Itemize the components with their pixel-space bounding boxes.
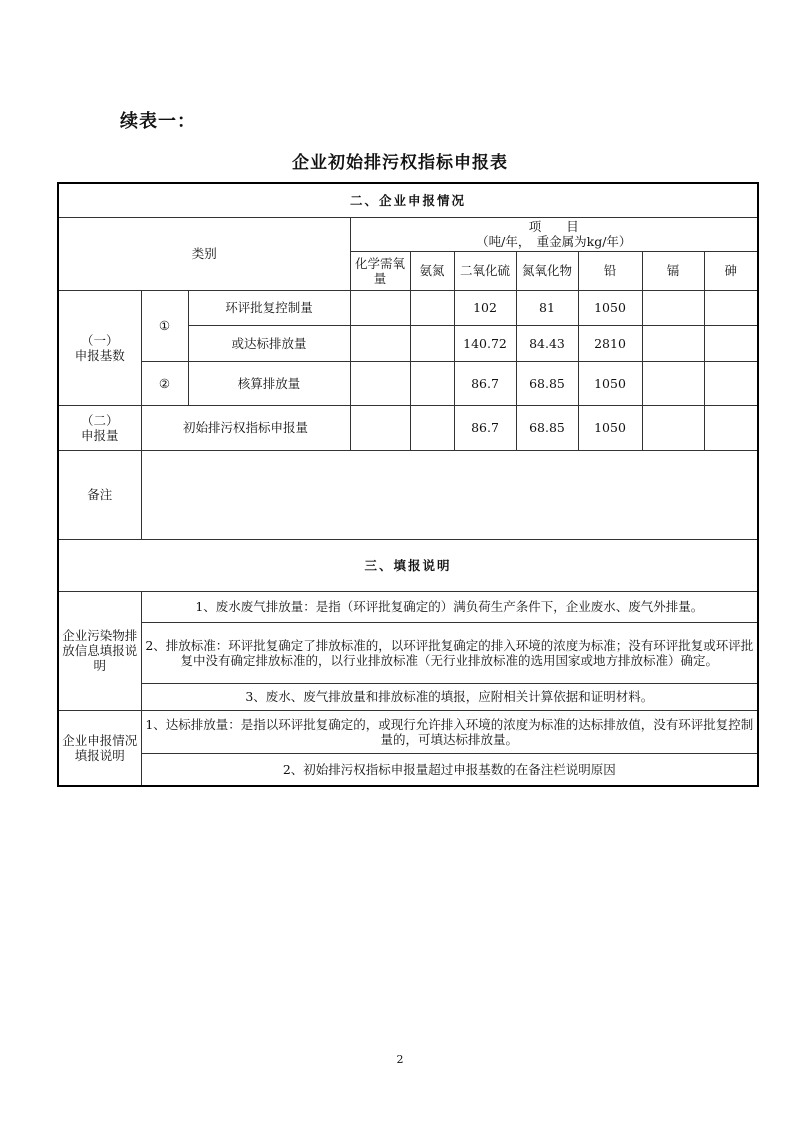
cell: 102 <box>454 290 516 325</box>
cell: 1050 <box>578 290 642 325</box>
cell: 1050 <box>578 361 642 405</box>
col-cod: 化学需氧量 <box>350 251 410 290</box>
col-nox: 氮氧化物 <box>516 251 578 290</box>
page-number: 2 <box>396 1053 404 1066</box>
cell: 84.43 <box>516 325 578 361</box>
cell <box>350 325 410 361</box>
cell: 68.85 <box>516 361 578 405</box>
cell <box>642 325 704 361</box>
application-instructions-label: 企业申报情况填报说明 <box>58 710 141 786</box>
items-header-line1: 项 目 <box>528 219 579 234</box>
col-lead: 铅 <box>578 251 642 290</box>
cell <box>350 290 410 325</box>
cell: 1050 <box>578 405 642 450</box>
items-header <box>350 217 758 251</box>
remarks-field <box>141 450 758 539</box>
cell: 68.85 <box>516 405 578 450</box>
cell: 86.7 <box>454 405 516 450</box>
col-ammonia: 氨氮 <box>410 251 454 290</box>
cell <box>410 405 454 450</box>
row-label-standard-emission: 或达标排放量 <box>188 325 350 361</box>
category-header: 类别 <box>58 217 350 290</box>
cell <box>704 325 758 361</box>
cell: 140.72 <box>454 325 516 361</box>
cell: 86.7 <box>454 361 516 405</box>
instruction-note: 3、废水、废气排放量和排放标准的填报，应附相关计算依据和证明材料。 <box>141 683 758 710</box>
cell <box>642 290 704 325</box>
cell <box>350 361 410 405</box>
cell <box>410 290 454 325</box>
cell <box>350 405 410 450</box>
cell <box>642 361 704 405</box>
row-label-eia-limit: 环评批复控制量 <box>188 290 350 325</box>
pollutant-info-instructions-label: 企业污染物排放信息填报说明 <box>58 591 141 710</box>
cell <box>704 405 758 450</box>
form-title: 企业初始排污权指标申报表 <box>292 153 508 173</box>
cell <box>642 405 704 450</box>
section2-title: 二、企业申报情况 <box>58 183 758 217</box>
instruction-note: 2、排放标准：环评批复确定了排放标准的，以环评批复确定的排入环境的浓度为标准；没有环评批复或环评批复中没有确定排放标准的，以行业排放标准（无行业排放标准的选用国家或地方排放标准）确定。 <box>141 622 758 683</box>
group2-label-line1: （二） <box>80 412 119 428</box>
cell: 2810 <box>578 325 642 361</box>
row-label-calculated: 核算排放量 <box>188 361 350 405</box>
mark-circled-2: ② <box>141 361 188 405</box>
group2-label <box>58 405 141 450</box>
col-so2: 二氧化硫 <box>454 251 516 290</box>
instruction-note: 1、达标排放量：是指以环评批复确定的，或现行允许排入环境的浓度为标准的达标排放值，没有环评批复控制量的，可填达标排放量。 <box>141 710 758 753</box>
group1-label-line1: （一） <box>80 332 119 348</box>
mark-circled-1: ① <box>141 290 188 361</box>
section3-title: 三、填报说明 <box>58 539 758 591</box>
row-label-initial: 初始排污权指标申报量 <box>141 405 350 450</box>
items-header-unit: （吨/年， 重金属为kg/年） <box>476 234 632 249</box>
application-form-table <box>57 182 759 787</box>
instruction-note: 1、废水废气排放量：是指（环评批复确定的）满负荷生产条件下，企业废水、废气外排量。 <box>141 591 758 622</box>
group1-label-line2: 申报基数 <box>74 347 125 363</box>
cell <box>704 290 758 325</box>
continued-table-label: 续表一： <box>120 111 196 132</box>
cell <box>410 361 454 405</box>
col-cadmium: 镉 <box>642 251 704 290</box>
group2-label-line2: 申报量 <box>80 427 119 443</box>
remarks-label: 备注 <box>58 450 141 539</box>
instruction-note: 2、初始排污权指标申报量超过申报基数的在备注栏说明原因 <box>141 753 758 786</box>
group1-label <box>58 290 141 405</box>
cell: 81 <box>516 290 578 325</box>
cell <box>410 325 454 361</box>
cell <box>704 361 758 405</box>
col-arsenic: 砷 <box>704 251 758 290</box>
